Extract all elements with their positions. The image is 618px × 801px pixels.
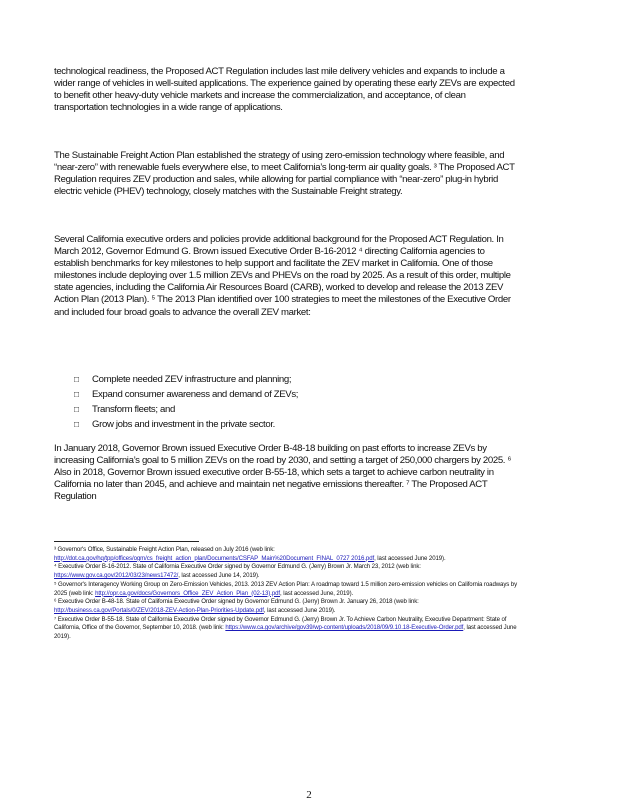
footnote-4-link[interactable]: https://www.gov.ca.gov/2012/03/23/news17472/ [54, 572, 179, 580]
footnote-3-link[interactable]: http://dot.ca.gov/hq/tpp/offices/ogm/cs_freight_action_plan/Documents/CSFAP_Main%20Document_FINAL_0727 2016.pdf [54, 554, 375, 562]
footnote-4-text: ⁴ Executive Order B-16-2012. State of California Executive Order signed by Governor Edmund G. (Jerry) Brown Jr. March 23, 2012 (web link: [54, 563, 421, 571]
footnote-6-tail: , last accessed June 2019). [263, 606, 336, 614]
body-paragraph-2: The Sustainable Freight Action Plan established the strategy of using zero-emission technology where feasible, and “near-zero” with renewable fuels everywhere else, to meet California’s long-term air quality goals. ³ The Proposed ACT Regulation requires ZEV production and sales, while allowing for partial compliance with “near-zero” plug-in hybrid electric vehicle (PHEV) technology, closely matches with the Sustainable Freight strategy. [54, 150, 515, 198]
footnote-5-text: ⁵ Governor's Interagency Working Group on Zero-Emission Vehicles, 2013. 2013 ZEV Action Plan: A roadmap toward 1.5 million zero-emission vehicles on California roadways by 2025 (web link: [54, 580, 518, 597]
footnote-4-tail: , last accessed June 14, 2019). [178, 572, 260, 580]
goals-list [74, 372, 514, 432]
footnote-5-link[interactable]: http://opr.ca.gov/docs/Governors_Office_ZEV_Action_Plan_(02-13).pdf [95, 589, 281, 597]
goal-item-2: □ Expand consumer awareness and demand of ZEVs; [74, 387, 514, 402]
footnote-5 [54, 581, 522, 598]
page-number: 2 [306, 789, 312, 801]
body-paragraph-4: In January 2018, Governor Brown issued Executive Order B-48-18 building on past efforts to increase ZEVs by increasing California’s goal to 5 million ZEVs on the road by 2030, and setting a target of 250,000 chargers by 2025. ⁶ Also in 2018, Governor Brown issued executive order B-55-18, which sets a target to achieve carbon neutrality in California no later than 2045, and achieve and maintain net negative emissions thereafter. ⁷ The Proposed ACT Regulation [54, 443, 512, 503]
footnote-7-tail: , last accessed June 2019). [54, 624, 517, 641]
footnote-6-link[interactable]: http://business.ca.gov/Portals/0/ZEV/2018-ZEV-Action-Plan-Priorities-Update.pdf [54, 606, 264, 614]
body-paragraph-1: technological readiness, the Proposed ACT Regulation includes last mile delivery vehicles and expands to include a wider range of vehicles in well-suited applications. The experience gained by operating these early ZEVs are expected to benefit other heavy-duty vehicle markets and increase the commercialization, and acceptance, of clean transportation technologies in a wide range of applications. [54, 66, 515, 114]
footnotes [54, 546, 522, 642]
goal-item-4: □ Grow jobs and investment in the private sector. [74, 417, 514, 432]
body-paragraph-3: Several California executive orders and policies provide additional background for the Proposed ACT Regulation. In March 2012, Governor Edmund G. Brown issued Executive Order B-16-2012 ⁴ directing California agencies to establish benchmarks for key milestones to help support and facilitate the ZEV market in California. One of those milestones include deploying over 1.5 million ZEVs and PHEVs on the road by 2025. As a result of this order, multiple state agencies, including the California Air Resources Board (CARB), worked to develop and release the 2013 ZEV Action Plan (2013 Plan). ⁵ The 2013 Plan identified over 100 strategies to meet the milestones of the Executive Order and included four broad goals to advance the overall ZEV market: [54, 234, 511, 318]
footnote-7-text: ⁷ Executive Order B-55-18. State of California Executive Order signed by Governor Edmund G. (Jerry) Brown Jr. To Achieve Carbon Neutrality, Executive Department: State of California, Office of the Governor, September 10, 2018. (web link: [54, 615, 507, 632]
footnote-6 [54, 598, 522, 615]
footnote-4 [54, 563, 522, 580]
footnote-3 [54, 546, 522, 563]
footnote-7-link[interactable]: https://www.ca.gov/archive/gov39/wp-content/uploads/2018/09/9.10.18-Executive-Order.pdf [225, 624, 464, 632]
footnote-7 [54, 616, 522, 642]
goal-item-1: □ Complete needed ZEV infrastructure and planning; [74, 372, 514, 387]
footnote-5-tail: , last accessed June, 2019). [280, 589, 354, 597]
footnote-6-text: ⁶ Executive Order B-48-18. State of California Executive Order signed by Governor Edmund G. (Jerry) Brown Jr. January 26, 2018 (web link: [54, 598, 419, 606]
footnote-3-tail: , last accessed June 2019). [374, 554, 446, 562]
goal-item-3: □ Transform fleets; and [74, 402, 514, 417]
footnote-separator [54, 541, 199, 542]
footnote-3-text: ³ Governor's Office, Sustainable Freight Action Plan, released on July 2016 (web link: [54, 546, 275, 553]
